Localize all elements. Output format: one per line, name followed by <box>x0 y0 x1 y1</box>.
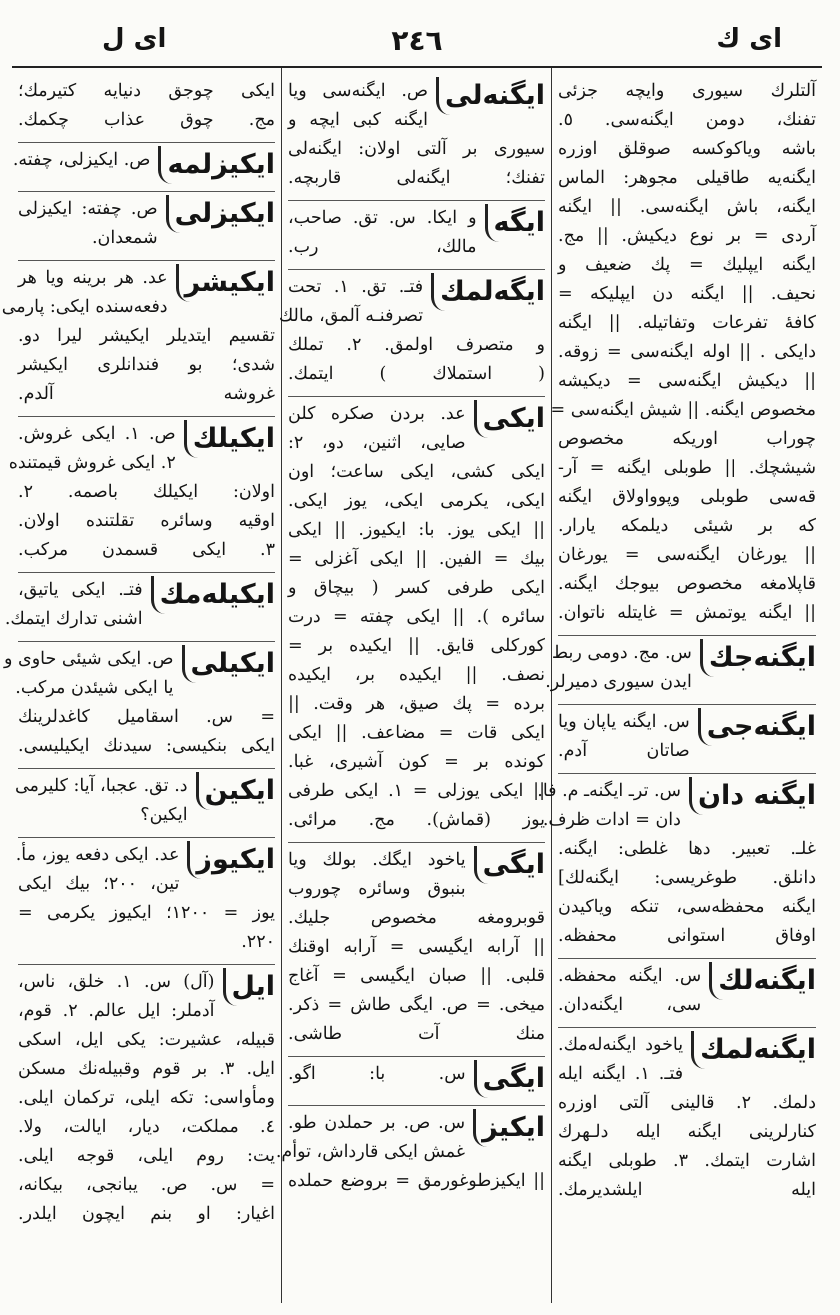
dictionary-entry <box>12 143 275 192</box>
entry-headword: ايگه‌لمك <box>431 273 545 311</box>
definition-line: ٣. ايكی قسمدن مركب. <box>18 540 275 560</box>
definition-line: عد. هر برينه ويا هر <box>18 268 168 288</box>
entry-headword: ايگنه‌جك <box>700 639 816 677</box>
definition-line: اغيار: او بنم ايچون ايلدر. <box>18 1204 275 1224</box>
definition-line: ايگنه‌يه طاقيلی مجوهر: الماس <box>558 168 816 188</box>
entry-headword: ايگنه‌لك <box>709 962 816 1000</box>
entry-headword: ايكين <box>196 772 275 810</box>
definition-line: ايكی قات = مضاعف. || ايكی <box>288 723 545 743</box>
definition-line: نصف. || ايكيده بر، ايكيده <box>288 665 545 685</box>
definition-line: يت: روم ايلی، قوجه ايلی. <box>18 1146 275 1166</box>
entry-headword: ايگنه‌لی <box>436 77 545 115</box>
definition-line: ص. ١. ايكی غروش. <box>18 424 176 444</box>
definition-line: (آل) س. ١. خلق، ناس، <box>18 972 215 992</box>
definition-line: و متصرف اولمق. ٢. تملك <box>288 335 545 355</box>
definition-line: ايگنه كبی ايچه و <box>288 110 429 130</box>
entry-headword: ايگنه دان <box>689 777 816 815</box>
definition-line: آردی = بر نوع ديكيش. || مج. <box>558 226 816 246</box>
definition-line: = س. ص. يبانجی، بيكانه، <box>18 1175 275 1195</box>
dictionary-entry <box>278 270 545 397</box>
dictionary-entry <box>288 843 545 1057</box>
entry-headword: ايگنه‌جی <box>698 708 816 746</box>
definition-line: يوز = ١٢٠٠؛ ايكيوز يكرمی = <box>18 903 276 923</box>
definition-line: ٢. ايكی غروش قيمتنده <box>8 453 176 473</box>
definition-line: ايكی چوجق دنيايه كتيرمك؛ <box>18 81 275 101</box>
dictionary-entry <box>4 573 275 642</box>
dictionary-entry <box>550 74 816 636</box>
definition-line: صايی، اثنين، دو، ٢: <box>288 433 466 453</box>
dictionary-entry <box>558 705 816 774</box>
dictionary-columns <box>1 68 822 1303</box>
definition-line: || ايكی يوز. با: ايكيوز. || ايكی <box>288 520 545 540</box>
definition-line: ايگنه محفظه‌سی، تنكه وياكيدن <box>558 897 816 917</box>
column-1 <box>537 68 822 1303</box>
definition-line: ايگنه، باش ايگنه‌سی. || ايگنه <box>558 197 816 217</box>
page-header <box>12 14 822 68</box>
column-3 <box>1 68 282 1303</box>
dictionary-entry <box>558 1028 816 1212</box>
header-right-guideword: ای ك <box>716 24 782 54</box>
definition-line: ٢٢٠. <box>241 932 275 952</box>
dictionary-entry <box>288 1057 545 1106</box>
dictionary-entry <box>18 74 275 143</box>
definition-line: ص. چفته: ايكيزلی <box>18 199 158 219</box>
entry-headword: ايكيزلی <box>166 195 275 233</box>
definition-line: شمعدان. <box>91 228 158 248</box>
definition-line: = س. اسقاميل كاغدلرينك <box>18 707 275 727</box>
definition-line: ايكين؟ <box>140 805 188 825</box>
entry-headword: ايكی <box>474 400 545 438</box>
dictionary-entry <box>558 959 816 1028</box>
definition-line: ايكی بنكيسی: سيدنك ايكيليسی. <box>18 736 275 756</box>
definition-line: دلمك. ٢. قالينی آلتی اوزره <box>558 1093 816 1113</box>
dictionary-entry <box>15 838 276 965</box>
definition-line: يا ايكی شيئدن مركب. <box>15 678 174 698</box>
definition-line: ص. ايكی شيئی حاوی و <box>4 649 174 669</box>
definition-line: كنارلرينی ايگنه ايله دلـهرك <box>558 1122 816 1142</box>
definition-line: اوفاق استوانی محفظه. <box>558 926 816 946</box>
definition-line: فتـ. تق. ١. تحت <box>288 277 424 297</box>
definition-line: غروشه آلدم. <box>18 384 275 404</box>
definition-line: كافهٔ تفرعات وتفاتيله. || ايگنه <box>558 313 816 333</box>
definition-line: نحيف. || ايگنه دن ايپليكه = <box>558 284 816 304</box>
definition-line: س. ايگنه ياپان ويا <box>558 712 690 732</box>
definition-line: قه‌سی طوبلی وپوواولاق ايگنه <box>558 487 816 507</box>
definition-line: ايگنه ايپليك = پك ضعيف و <box>558 255 816 275</box>
definition-line: ٤. مملكت، ديار، ايالت، ولا. <box>18 1117 275 1137</box>
definition-line: سيوری بر آلتی اولان: ايگنه‌لی <box>288 139 545 159</box>
definition-line: غمش ايكی قارداش، توأم. <box>275 1142 466 1162</box>
definition-line: غلـ. تعبير. دها غلطی: ايگنه. <box>558 839 816 859</box>
definition-line: تقسيم ايتديلر ايكيشر ليرا دو. <box>18 326 275 346</box>
definition-line: || ايكيزطوغورمق = بروضع حملده <box>288 1171 545 1191</box>
definition-line: عد. ايكی دفعه يوز، مأ. <box>15 845 180 865</box>
definition-line: ص. ايكيزلی، چفته. <box>12 150 151 170</box>
definition-line: و ايكا. س. تق. صاحب، <box>288 208 477 228</box>
definition-line: سائره ). || ايكی چفته = درت <box>288 607 545 627</box>
definition-line: يوز (قماش). مج. مرائی. <box>288 810 545 830</box>
dictionary-entry <box>288 201 545 270</box>
definition-line: ياخود ايگنه‌له‌مك. <box>558 1035 684 1055</box>
header-left-guideword: ای ل <box>102 24 167 54</box>
definition-line: ومأواسی: تكه ايلی، تركمان ايلی. <box>18 1088 275 1108</box>
entry-headword: ايل <box>223 968 276 1006</box>
entry-headword: ايگی <box>474 1060 545 1098</box>
definition-line: صاتان آدم. <box>558 741 690 761</box>
definition-line: شيشچك. || طوبلی ايگنه = آر- <box>558 458 816 478</box>
dictionary-entry <box>1 261 275 417</box>
entry-headword: ايگه <box>485 204 545 242</box>
definition-line: س. ترـ ايگنه‌ـ م. فا. <box>537 781 681 801</box>
dictionary-entry <box>275 1106 545 1203</box>
definition-line: دفعه‌سنده ايكی: پارمی <box>1 297 168 317</box>
definition-line: عد. بردن صكره كلن <box>288 404 466 424</box>
definition-line: ( استملاك ) ايتمك. <box>288 364 545 384</box>
dictionary-entry <box>288 74 545 201</box>
definition-line: ايكی، يكرمی ايكی، يوز ايكی. <box>288 491 545 511</box>
definition-line: كه بر شيئی ديلمكه يارار. <box>558 516 816 536</box>
entry-headword: ايكيله‌مك <box>151 576 275 614</box>
definition-line: مج. چوق عذاب چكمك. <box>18 110 275 130</box>
definition-line: چوراب اوريكه مخصوص <box>558 429 816 449</box>
definition-line: ياخود ايگك. بولك ويا <box>288 850 466 870</box>
entry-headword: ايكيزلمه <box>158 146 275 184</box>
entry-headword: ايكيلك <box>184 420 275 458</box>
definition-line: مخصوص ايگنه. || شيش ايگنه‌سی = <box>550 400 816 420</box>
definition-line: س. مج. دومی ربط <box>551 643 692 663</box>
definition-line: تصرفنـه آلمق، مالك <box>278 306 424 326</box>
dictionary-entry <box>545 636 816 705</box>
dictionary-entry <box>18 965 275 1236</box>
definition-line: || ايگنه يوتمش = غايتله ناتوان. <box>558 603 816 623</box>
entry-headword: ايگی <box>474 846 545 884</box>
definition-line: || ايكی يوزلی = ١. ايكی طرفی <box>288 781 545 801</box>
definition-line: شدی؛ بو فندانلری ايكيشر <box>18 355 275 375</box>
definition-line: كونده بر = كون آشيری، غبا. <box>288 752 545 772</box>
definition-line: آدملر: ايل عالم. ٢. قوم، <box>18 1001 215 1021</box>
definition-line: تفنك، دومن ايگنه‌سی. ٥. <box>558 110 816 130</box>
definition-line: مالك، رب. <box>288 237 477 257</box>
definition-line: بيك = الفين. || ايكی آغزلی = <box>288 549 545 569</box>
definition-line: سی، ايگنه‌دان. <box>558 995 702 1015</box>
definition-line: باشه وياكوكسه صوقلق اوزره <box>558 139 816 159</box>
dictionary-entry <box>8 417 275 573</box>
entry-headword: ايكيز <box>473 1109 545 1147</box>
definition-line: بنبوق وسائره چوروب <box>288 879 466 899</box>
dictionary-entry <box>18 192 275 261</box>
definition-line: منك آت طاشی. <box>288 1024 545 1044</box>
definition-line: قلبی. || صبان ايگيسی = آغاج <box>288 966 545 986</box>
definition-line: قبيله، عشيرت: يكی ايل، اسكی <box>18 1030 275 1050</box>
definition-line: || آرابه ايگيسی = آرابه اوقنك <box>288 937 545 957</box>
dictionary-entry <box>14 769 275 838</box>
definition-line: || ديكيش ايگنه‌سی = ديكيشه <box>558 371 816 391</box>
definition-line: دان = ادات ظرف. <box>542 810 681 830</box>
definition-line: اوقيه وسائره تقلتنده اولان. <box>18 511 275 531</box>
definition-line: س. ص. بر حملدن طو. <box>288 1113 466 1133</box>
definition-line: دايكی . || اوله ايگنه‌سی = زوقه. <box>558 342 816 362</box>
definition-line: ايكی كشی، ايكی ساعت؛ اون <box>288 462 545 482</box>
definition-line: فتـ. ١. ايگنه ايله <box>558 1064 684 1084</box>
definition-line: س. با: اگو. <box>288 1064 466 1084</box>
definition-line: ايدن سيوری دميرلر. <box>545 672 692 692</box>
dictionary-entry <box>4 642 275 769</box>
entry-headword: ايكيوز <box>187 841 275 879</box>
entry-headword: ايكيشر <box>176 264 275 302</box>
dictionary-entry <box>288 397 545 843</box>
definition-line: س. ايگنه محفظه. <box>558 966 702 986</box>
definition-line: تفنك؛ ايگنه‌لی قاربچه. <box>288 168 545 188</box>
column-2 <box>275 68 552 1303</box>
definition-line: كوركلی قايق. || ايكيده بر = <box>288 636 545 656</box>
definition-line: اشارت ايتمك. ٣. طوبلی ايگنه <box>558 1151 816 1171</box>
definition-line: دانلق. طوغريسی: ايگنه‌لك] <box>558 868 816 888</box>
definition-line: اشنی تدارك ايتمك. <box>4 609 143 629</box>
definition-line: ايل. ٣. بر قوم وقبيله‌نك مسكن <box>18 1059 275 1079</box>
definition-line: د. تق. عجبا، آيا: كليرمی <box>14 776 188 796</box>
page-number: ٢٤٦ <box>391 24 443 57</box>
definition-line: اولان: ايكيلك باصمه. ٢. <box>18 482 275 502</box>
definition-line: فتـ. ايكی ياتيق، <box>18 580 143 600</box>
entry-headword: ايگنه‌لمك <box>691 1031 816 1069</box>
definition-line: تين، ٢٠٠؛ بيك ايكی <box>18 874 180 894</box>
definition-line: ميخی. = ص. ايگی طاش = ذكر. <box>288 995 545 1015</box>
definition-line: آلتلرك سيوری وايچه جزئی <box>558 81 816 101</box>
definition-line: قاپلامغه مخصوص بيوجك ايگنه. <box>558 574 816 594</box>
definition-line: برده = پك صيق، هر وقت. || <box>288 694 545 714</box>
definition-line: ايله ايلشديرمك. <box>558 1180 816 1200</box>
entry-headword: ايكيلی <box>182 645 275 683</box>
definition-line: ص. ايگنه‌سی ويا <box>288 81 429 101</box>
definition-line: ايكی طرفی كسر ( بيچاق و <box>288 578 545 598</box>
dictionary-entry <box>537 774 816 959</box>
definition-line: قوبرومغه مخصوص جليك. <box>288 908 545 928</box>
definition-line: || يورغان ايگنه‌سی = يورغان <box>558 545 816 565</box>
